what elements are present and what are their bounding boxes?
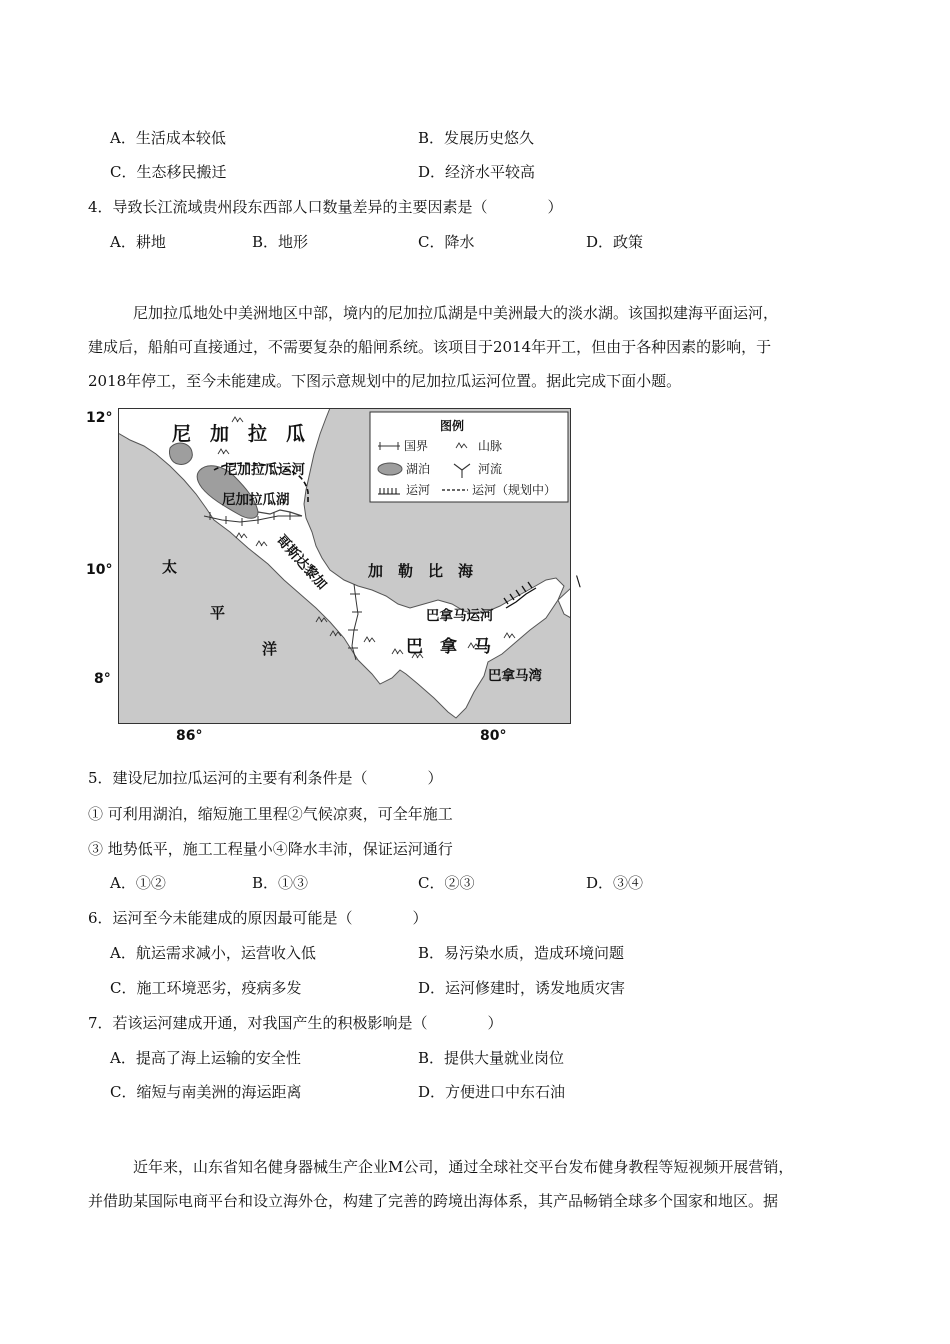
label-caribbean-sea: 加 勒 比 海 <box>368 562 474 580</box>
passage2-line2: 建成后，船舶可直接通过，不需要复杂的船闸系统。该项目于2014年开工，但由于各种因素的影响，于 <box>88 338 772 356</box>
q5-option-a: A．①② <box>110 874 166 892</box>
q4-option-d: D．政策 <box>586 233 644 251</box>
legend-lake-icon <box>378 463 402 475</box>
label-costa-rica: 哥斯达黎加 <box>273 531 331 593</box>
q6-stem: 6．运河至今未能建成的原因最可能是（ ） <box>88 909 428 927</box>
q7-option-c: C．缩短与南美洲的海运距离 <box>110 1083 302 1101</box>
q6-option-d: D．运河修建时，诱发地质灾害 <box>418 979 626 997</box>
lon-label-86: 86° <box>176 728 203 744</box>
label-panama-canal: 巴拿马运河 <box>426 608 494 624</box>
legend-canal-label: 运河 <box>406 483 431 497</box>
label-pacific-1: 太 <box>162 558 178 576</box>
legend-river-label: 河流 <box>478 462 503 476</box>
q7-option-a: A．提高了海上运输的安全性 <box>110 1049 301 1067</box>
q5-option-d: D．③④ <box>586 874 644 892</box>
label-pacific-3: 洋 <box>262 640 278 658</box>
q3-option-c: C．生态移民搬迁 <box>110 163 227 181</box>
map-legend <box>370 412 568 502</box>
stray-mark: \ <box>576 574 581 590</box>
label-panama: 巴 拿 马 <box>406 637 491 657</box>
label-nicaragua: 尼 加 拉 瓜 <box>172 423 306 445</box>
passage-fitness-company <box>88 1150 860 1218</box>
q5-option-c: C．②③ <box>418 874 475 892</box>
passage2-line1: 尼加拉瓜地处中美洲地区中部，境内的尼加拉瓜湖是中美洲最大的淡水湖。该国拟建海平面运河， <box>133 304 779 322</box>
label-pacific-2: 平 <box>210 604 226 622</box>
legend-border-label: 国界 <box>404 439 429 453</box>
lat-label-10: 10° <box>86 562 113 578</box>
nicaragua-canal-map <box>118 408 571 724</box>
passage3-line1: 近年来，山东省知名健身器械生产企业M公司，通过全球社交平台发布健身教程等短视频开展营销， <box>133 1158 794 1176</box>
legend-lake-label: 湖泊 <box>406 462 431 476</box>
q7-option-d: D．方便进口中东石油 <box>418 1083 566 1101</box>
q5-statement-2: ③ 地势低平，施工工程量小④降水丰沛，保证运河通行 <box>88 840 453 858</box>
passage-nicaragua <box>88 296 860 398</box>
q4-option-a: A．耕地 <box>110 233 166 251</box>
lat-label-12: 12° <box>86 410 113 426</box>
q7-option-b: B．提供大量就业岗位 <box>418 1049 565 1067</box>
q6-option-b: B．易污染水质，造成环境问题 <box>418 944 625 962</box>
q5-option-b: B．①③ <box>252 874 309 892</box>
q4-option-c: C．降水 <box>418 233 475 251</box>
q6-option-c: C．施工环境恶劣，疫病多发 <box>110 979 302 997</box>
q4-stem: 4．导致长江流域贵州段东西部人口数量差异的主要因素是（ ） <box>88 198 563 216</box>
q3-option-d: D．经济水平较高 <box>418 163 536 181</box>
label-nicaragua-canal: 尼加拉瓜运河 <box>224 462 305 478</box>
q6-option-a: A．航运需求减小，运营收入低 <box>110 944 316 962</box>
passage3-line2: 并借助某国际电商平台和设立海外仓，构建了完善的跨境出海体系，其产品畅销全球多个国家和地区。据 <box>88 1192 779 1210</box>
legend-planned-label: 运河（规划中） <box>472 483 557 497</box>
q5-stem: 5．建设尼加拉瓜运河的主要有利条件是（ ） <box>88 769 443 787</box>
passage2-line3: 2018年停工，至今未能建成。下图示意规划中的尼加拉瓜运河位置。据此完成下面小题。 <box>88 372 682 390</box>
lon-label-80: 80° <box>480 728 507 744</box>
lake-managua <box>169 443 192 464</box>
lat-label-8: 8° <box>94 671 111 687</box>
q3-option-b: B．发展历史悠久 <box>418 129 535 147</box>
q5-statement-1: ① 可利用湖泊，缩短施工里程②气候凉爽，可全年施工 <box>88 805 453 823</box>
q4-option-b: B．地形 <box>252 233 309 251</box>
label-lake-nicaragua: 尼加拉瓜湖 <box>222 492 290 508</box>
label-panama-bay: 巴拿马湾 <box>488 668 542 684</box>
legend-mountain-label: 山脉 <box>478 439 503 453</box>
q7-stem: 7．若该运河建成开通，对我国产生的积极影响是（ ） <box>88 1014 503 1032</box>
legend-title: 图例 <box>440 419 465 433</box>
q3-option-a: A．生活成本较低 <box>110 129 226 147</box>
